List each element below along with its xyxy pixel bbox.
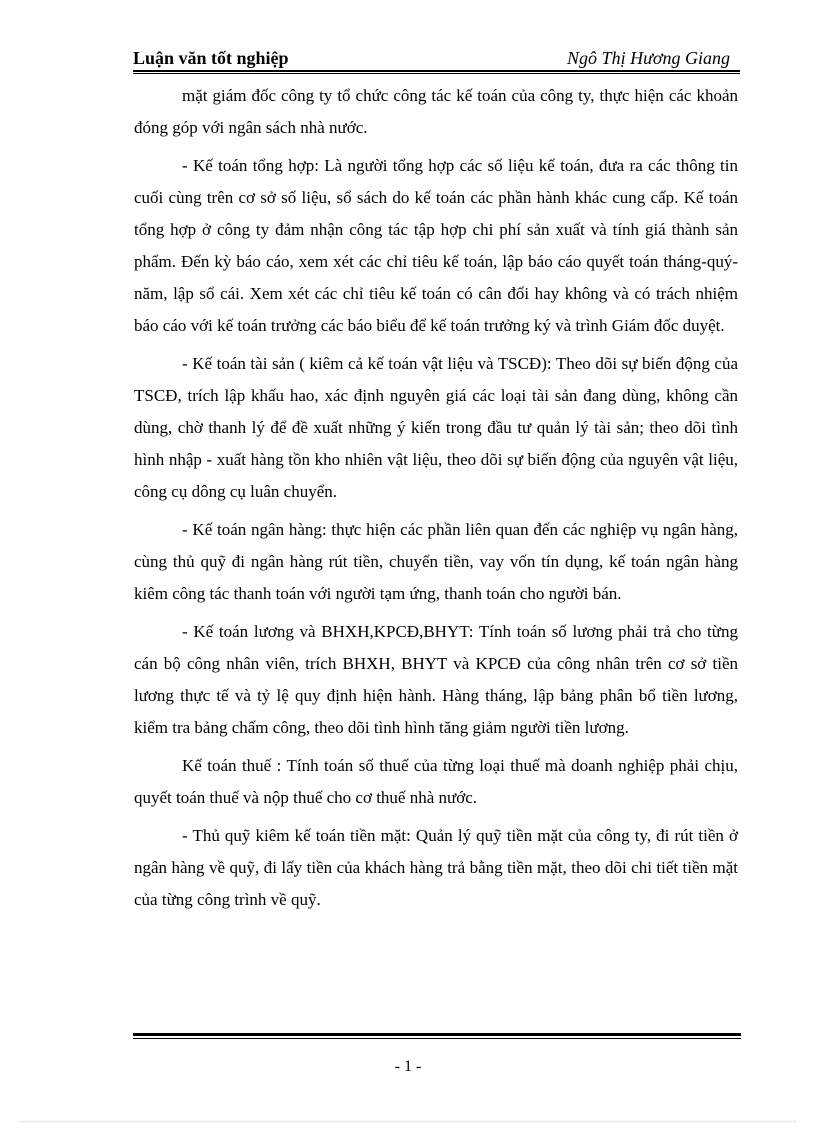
paragraph-intro: mặt giám đốc công ty tổ chức công tác kế toán của công ty, thực hiện các khoản đóng góp với ngân sách nhà nước. (134, 86, 738, 137)
paragraph-asset-accountant: - Kế toán tài sản ( kiêm cả kế toán vật liệu và TSCĐ): Theo dõi sự biến động của TSCĐ, trích lập khấu hao, xác định nguyên giá các loại tài sản đang dùng, không cần dùng, chờ thanh lý để đề xuất những ý kiến trong đầu tư quản lý tài sản; theo dõi tình hình nhập - xuất hàng tồn kho nhiên vật liệu, theo dõi sự biến động của nguyên vật liệu, công cụ dông cụ luân chuyển. (134, 354, 738, 501)
document-title: Luận văn tốt nghiệp (133, 48, 289, 68)
page-header (133, 46, 740, 72)
paragraph-tax-accountant: Kế toán thuế : Tính toán số thuế của từng loại thuế mà doanh nghiệp phải chịu, quyết toán thuế và nộp thuế cho cơ thuế nhà nước. (134, 756, 738, 807)
paragraph-cashier: - Thủ quỹ kiêm kế toán tiền mặt: Quản lý quỹ tiền mặt của công ty, đi rút tiền ở ngân hàng về quỹ, đi lấy tiền của khách hàng trả bằng tiền mặt, theo dõi chi tiết tiền mặt của từng công trình về quỹ. (134, 826, 738, 909)
paragraph-bank-accountant: - Kế toán ngân hàng: thực hiện các phần liên quan đến các nghiệp vụ ngân hàng, cùng thủ quỹ đi ngân hàng rút tiền, chuyển tiền, vay vốn tín dụng, kế toán ngân hàng kiêm công tác thanh toán với người tạm ứng, thanh toán cho người bán. (134, 520, 738, 603)
author-name: Ngô Thị Hương Giang (567, 48, 730, 68)
paragraph-general-accountant: - Kế toán tổng hợp: Là người tổng hợp các số liệu kế toán, đưa ra các thông tin cuối cùng trên cơ sở số liệu, sổ sách do kế toán các phần hành khác cung cấp. Kế toán tổng hợp ở công ty đảm nhận công tác tập hợp chi phí sản xuất và tính giá thành sản phẩm. Đến kỳ báo cáo, xem xét các chỉ tiêu kế toán, lập báo cáo quyết toán tháng-quý-năm, lập sổ cái. Xem xét các chỉ tiêu kế toán có cân đối hay không và có trách nhiệm báo cáo với kế toán trưởng các báo biểu để kế toán trưởng ký và trình Giám đốc duyệt. (134, 156, 738, 335)
page-number: - 1 - (394, 1058, 422, 1075)
header-divider (133, 70, 740, 74)
footer-divider (133, 1033, 741, 1039)
body-text (134, 80, 738, 922)
page-edge (20, 1121, 796, 1122)
paragraph-payroll-accountant: - Kế toán lương và BHXH,KPCĐ,BHYT: Tính toán số lương phải trả cho từng cán bộ công nhân viên, trích BHXH, BHYT và KPCĐ của công nhân trên cơ sở tiền lương thực tế và tỷ lệ quy định hiện hành. Hàng tháng, lập bảng phân bổ tiền lương, kiểm tra bảng chấm công, theo dõi tình hình tăng giảm người tiền lương. (134, 622, 738, 737)
